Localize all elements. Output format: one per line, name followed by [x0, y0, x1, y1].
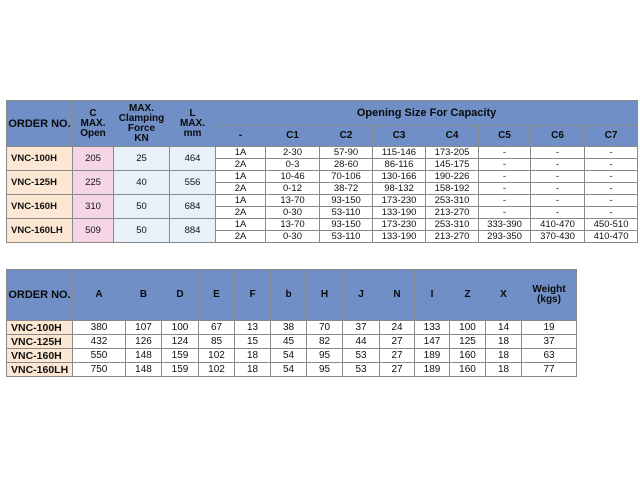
dim-value-cell: 124	[162, 335, 199, 349]
c1-subheader: C1	[266, 126, 320, 147]
dim-value-cell: 432	[73, 335, 126, 349]
grade-cell: 2A	[216, 159, 266, 171]
dim-value-cell: 126	[126, 335, 162, 349]
c3-cell: 173-230	[373, 195, 426, 207]
c5-cell: -	[479, 195, 531, 207]
dim-value-cell: 380	[73, 321, 126, 335]
c5-cell: -	[479, 171, 531, 183]
clamping-force-cell: 50	[114, 219, 170, 243]
dim-value-cell: 18	[486, 349, 522, 363]
dimension-row	[7, 349, 577, 363]
c7-cell: 410-470	[585, 231, 638, 243]
c2-subheader: C2	[320, 126, 373, 147]
c5-cell: -	[479, 159, 531, 171]
dim-value-cell: 14	[486, 321, 522, 335]
order-no-cell: VNC-125H	[7, 171, 73, 195]
dim-value-cell: 45	[271, 335, 307, 349]
grade-cell: 2A	[216, 207, 266, 219]
c7-cell: -	[585, 207, 638, 219]
dim-value-cell: 54	[271, 363, 307, 377]
c2-cell: 38-72	[320, 183, 373, 195]
dim-value-cell: 37	[343, 321, 380, 335]
c4-cell: 213-270	[426, 207, 479, 219]
c1-cell: 0-30	[266, 231, 320, 243]
grade-cell: 1A	[216, 147, 266, 159]
dim-value-cell: 160	[450, 363, 486, 377]
dim-order-no-cell: VNC-160LH	[7, 363, 73, 377]
dim-order-no-cell: VNC-125H	[7, 335, 73, 349]
dim-header-x: X	[486, 270, 522, 321]
dim-header-z: Z	[450, 270, 486, 321]
c5-subheader: C5	[479, 126, 531, 147]
order-no-cell: VNC-160LH	[7, 219, 73, 243]
c-max-open-cell: 205	[73, 147, 114, 171]
weight-header: Weight (kgs)	[522, 270, 577, 321]
clamping-force-cell: 50	[114, 195, 170, 219]
c4-subheader: C4	[426, 126, 479, 147]
c3-cell: 86-116	[373, 159, 426, 171]
dim-value-cell: 27	[380, 349, 415, 363]
dim-header-b: b	[271, 270, 307, 321]
c4-cell: 158-192	[426, 183, 479, 195]
dim-header-j: J	[343, 270, 380, 321]
c6-cell: 410-470	[531, 219, 585, 231]
dimension-row	[7, 321, 577, 335]
c4-cell: 145-175	[426, 159, 479, 171]
c2-cell: 53-110	[320, 207, 373, 219]
c-max-open-cell: 225	[73, 171, 114, 195]
dim-value-cell: 102	[199, 349, 235, 363]
c1-cell: 10-46	[266, 171, 320, 183]
dim-value-cell: 67	[199, 321, 235, 335]
c4-cell: 253-310	[426, 195, 479, 207]
dim-value-cell: 53	[343, 363, 380, 377]
dim-value-cell: 77	[522, 363, 577, 377]
clamping-force-cell: 25	[114, 147, 170, 171]
c6-cell: 370-430	[531, 231, 585, 243]
c6-cell: -	[531, 147, 585, 159]
c3-subheader: C3	[373, 126, 426, 147]
dimension-table	[6, 269, 577, 377]
dimension-row	[7, 335, 577, 349]
c3-cell: 130-166	[373, 171, 426, 183]
c1-cell: 2-30	[266, 147, 320, 159]
capacity-header-row	[7, 101, 638, 126]
c3-cell: 133-190	[373, 207, 426, 219]
c4-cell: 173-205	[426, 147, 479, 159]
c5-cell: -	[479, 183, 531, 195]
opening-size-header: Opening Size For Capacity	[216, 101, 638, 126]
c1-cell: 0-30	[266, 207, 320, 219]
grade-cell: 1A	[216, 195, 266, 207]
dim-value-cell: 750	[73, 363, 126, 377]
c-max-open-header: C MAX. Open	[73, 101, 114, 147]
c3-cell: 98-132	[373, 183, 426, 195]
c2-cell: 57-90	[320, 147, 373, 159]
dim-value-cell: 125	[450, 335, 486, 349]
order-no-cell: VNC-160H	[7, 195, 73, 219]
c7-subheader: C7	[585, 126, 638, 147]
dim-value-cell: 95	[307, 349, 343, 363]
dim-header-i: I	[415, 270, 450, 321]
c6-cell: -	[531, 159, 585, 171]
c6-subheader: C6	[531, 126, 585, 147]
c1-cell: 0-3	[266, 159, 320, 171]
c3-cell: 115-146	[373, 147, 426, 159]
c4-cell: 253-310	[426, 219, 479, 231]
capacity-row	[7, 195, 638, 207]
c7-cell: -	[585, 147, 638, 159]
clamping-force-cell: 40	[114, 171, 170, 195]
dim-value-cell: 24	[380, 321, 415, 335]
dim-value-cell: 159	[162, 349, 199, 363]
dim-value-cell: 160	[450, 349, 486, 363]
c5-cell: -	[479, 147, 531, 159]
c7-cell: -	[585, 171, 638, 183]
dim-value-cell: 53	[343, 349, 380, 363]
dim-order-no-cell: VNC-160H	[7, 349, 73, 363]
c6-cell: -	[531, 207, 585, 219]
c1-cell: 13-70	[266, 195, 320, 207]
grade-cell: 1A	[216, 171, 266, 183]
capacity-table	[6, 100, 638, 243]
dim-value-cell: 18	[486, 335, 522, 349]
c1-cell: 0-12	[266, 183, 320, 195]
dim-value-cell: 63	[522, 349, 577, 363]
dim-value-cell: 95	[307, 363, 343, 377]
dim-value-cell: 38	[271, 321, 307, 335]
dim-value-cell: 18	[235, 363, 271, 377]
dim-value-cell: 15	[235, 335, 271, 349]
dim-header-a: A	[73, 270, 126, 321]
dim-value-cell: 107	[126, 321, 162, 335]
c4-cell: 213-270	[426, 231, 479, 243]
c3-cell: 173-230	[373, 219, 426, 231]
dim-value-cell: 18	[235, 349, 271, 363]
dim-order-no-cell: VNC-100H	[7, 321, 73, 335]
dim-value-cell: 19	[522, 321, 577, 335]
dim-value-cell: 189	[415, 363, 450, 377]
c7-cell: 450-510	[585, 219, 638, 231]
dim-header-n: N	[380, 270, 415, 321]
dim-value-cell: 54	[271, 349, 307, 363]
grade-cell: 2A	[216, 231, 266, 243]
c5-cell: -	[479, 207, 531, 219]
dim-value-cell: 27	[380, 363, 415, 377]
dim-value-cell: 37	[522, 335, 577, 349]
dim-value-cell: 133	[415, 321, 450, 335]
c1-cell: 13-70	[266, 219, 320, 231]
dim-value-cell: 550	[73, 349, 126, 363]
dim-header-b: B	[126, 270, 162, 321]
l-max-cell: 464	[170, 147, 216, 171]
dim-header-f: F	[235, 270, 271, 321]
c2-cell: 93-150	[320, 195, 373, 207]
capacity-row	[7, 219, 638, 231]
c4-cell: 190-226	[426, 171, 479, 183]
dim-value-cell: 27	[380, 335, 415, 349]
capacity-table-body	[7, 147, 638, 243]
c7-cell: -	[585, 183, 638, 195]
dim-value-cell: 100	[450, 321, 486, 335]
grade-cell: 1A	[216, 219, 266, 231]
c7-cell: -	[585, 159, 638, 171]
c6-cell: -	[531, 171, 585, 183]
clamping-force-header: MAX. Clamping Force KN	[114, 101, 170, 147]
dim-value-cell: 148	[126, 349, 162, 363]
l-max-cell: 556	[170, 171, 216, 195]
capacity-row	[7, 147, 638, 159]
capacity-row	[7, 171, 638, 183]
dim-value-cell: 102	[199, 363, 235, 377]
grade-cell: 2A	[216, 183, 266, 195]
c-max-open-cell: 509	[73, 219, 114, 243]
c-max-open-cell: 310	[73, 195, 114, 219]
c6-cell: -	[531, 183, 585, 195]
dim-value-cell: 44	[343, 335, 380, 349]
dim-value-cell: 85	[199, 335, 235, 349]
dim-value-cell: 189	[415, 349, 450, 363]
c2-cell: 93-150	[320, 219, 373, 231]
c5-cell: 293-350	[479, 231, 531, 243]
c5-cell: 333-390	[479, 219, 531, 231]
order-no-cell: VNC-100H	[7, 147, 73, 171]
c6-cell: -	[531, 195, 585, 207]
dim-value-cell: 70	[307, 321, 343, 335]
dim-value-cell: 18	[486, 363, 522, 377]
l-max-cell: 684	[170, 195, 216, 219]
dim-header-e: E	[199, 270, 235, 321]
c3-cell: 133-190	[373, 231, 426, 243]
order-no-header: ORDER NO.	[7, 101, 73, 147]
dimension-table-body	[7, 321, 577, 377]
dim-value-cell: 100	[162, 321, 199, 335]
dimension-header-row	[7, 270, 577, 321]
c7-cell: -	[585, 195, 638, 207]
dim-value-cell: 159	[162, 363, 199, 377]
dim-order-no-header: ORDER NO.	[7, 270, 73, 321]
l-max-header: L MAX. mm	[170, 101, 216, 147]
l-max-cell: 884	[170, 219, 216, 243]
dimension-row	[7, 363, 577, 377]
dim-value-cell: 148	[126, 363, 162, 377]
grade-subheader: -	[216, 126, 266, 147]
c2-cell: 53-110	[320, 231, 373, 243]
dim-header-d: D	[162, 270, 199, 321]
c2-cell: 28-60	[320, 159, 373, 171]
dim-value-cell: 13	[235, 321, 271, 335]
dim-value-cell: 82	[307, 335, 343, 349]
dim-value-cell: 147	[415, 335, 450, 349]
dim-header-h: H	[307, 270, 343, 321]
c2-cell: 70-106	[320, 171, 373, 183]
